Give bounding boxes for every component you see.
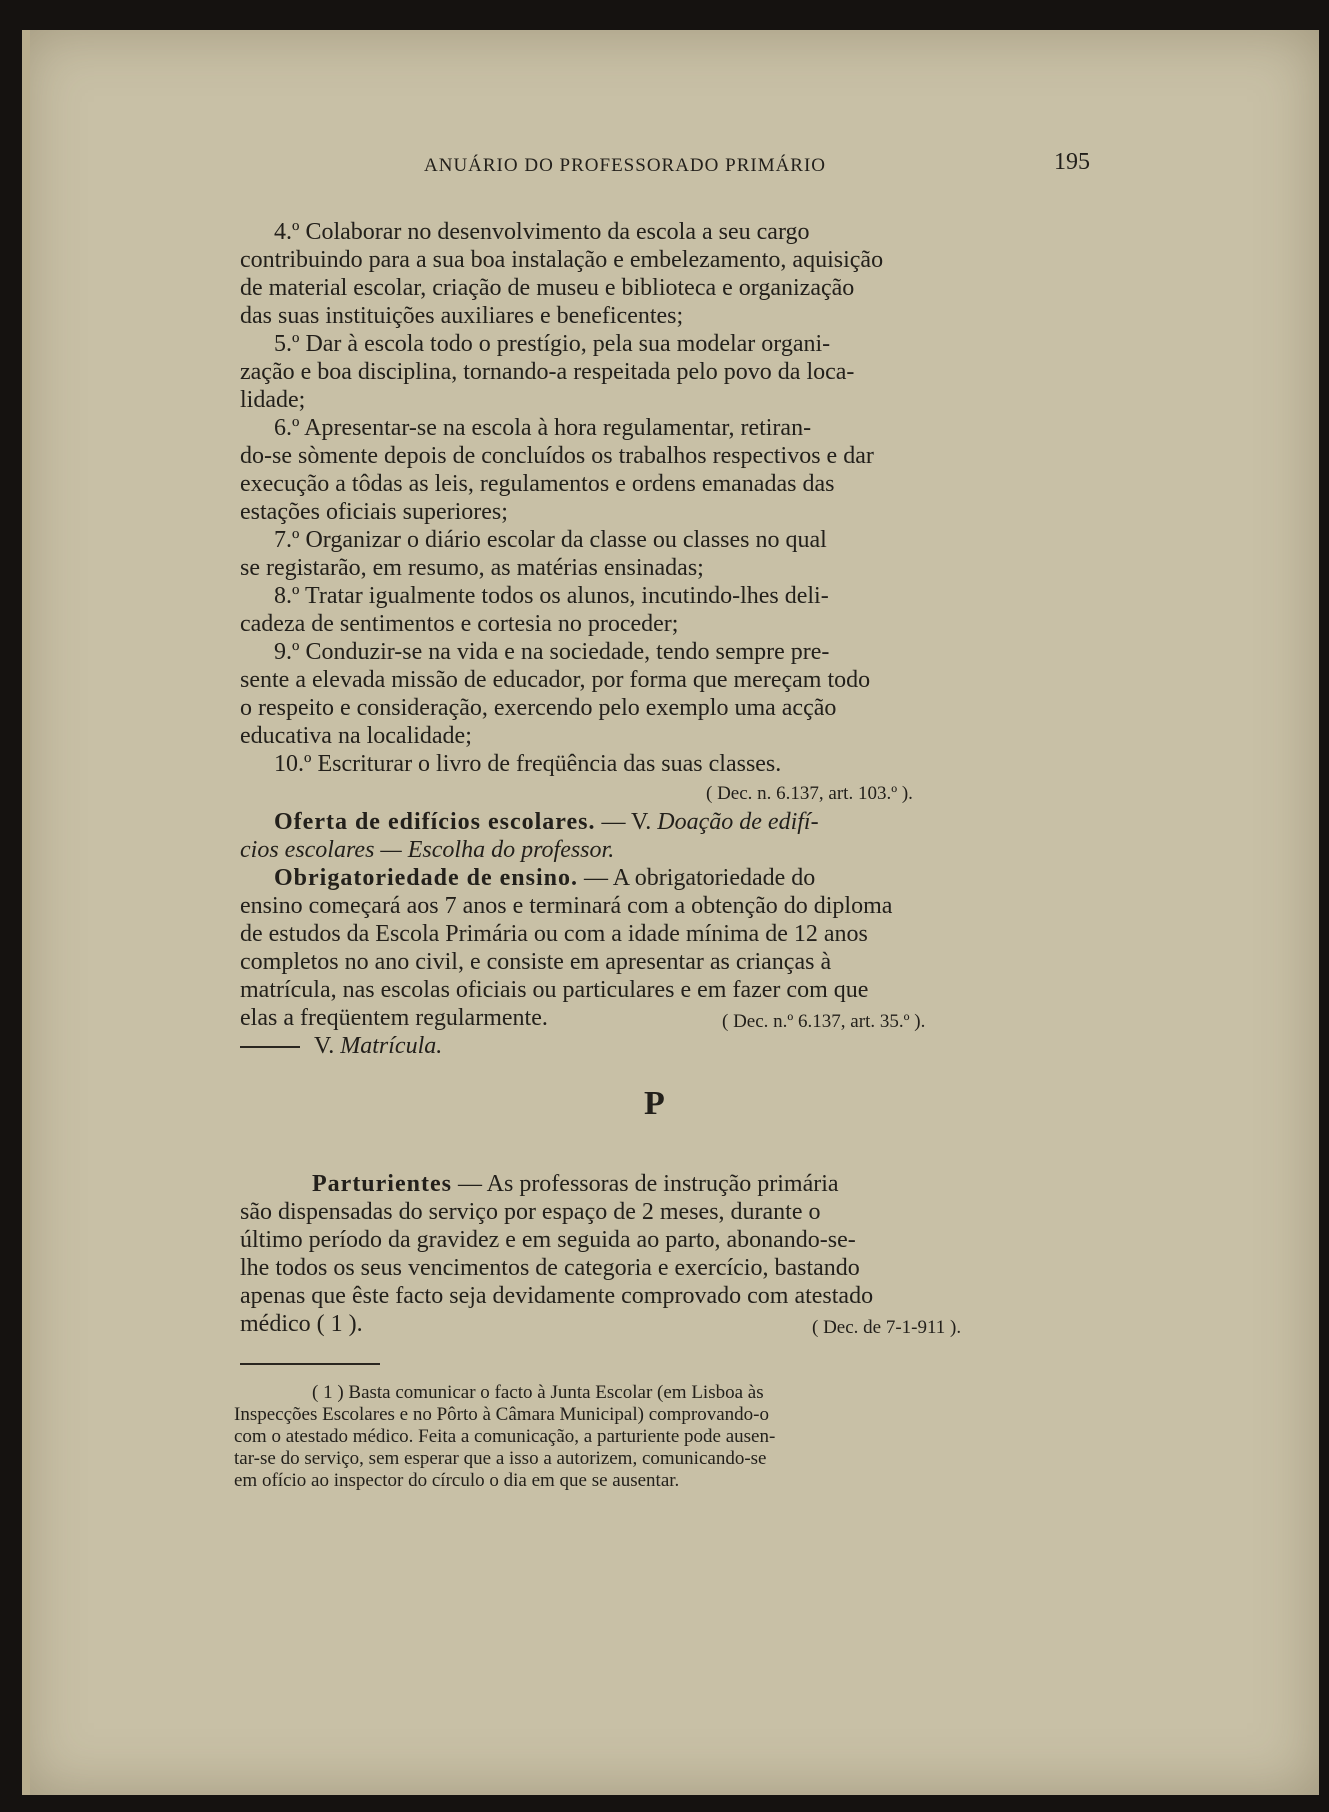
paragraph-line: execução a tôdas as leis, regulamentos e ordens emanadas das	[240, 471, 835, 497]
footnote-line: ( 1 ) Basta comunicar o facto à Junta Escolar (em Lisboa às	[312, 1382, 764, 1403]
paragraph-line: se registarão, em resumo, as matérias ensinadas;	[240, 555, 704, 581]
legal-reference: ( Dec. n. 6.137, art. 103.º ).	[706, 783, 913, 804]
paragraph-line: zação e boa disciplina, tornando-a respeitada pelo povo da loca-	[240, 359, 855, 385]
paragraph-line: 6.º Apresentar-se na escola à hora regulamentar, retiran-	[274, 415, 812, 441]
footnote-rule	[240, 1363, 380, 1365]
paragraph-line: de material escolar, criação de museu e biblioteca e organização	[240, 275, 855, 301]
footnote-line: com o atestado médico. Feita a comunicação, a parturiente pode ausen-	[234, 1426, 776, 1447]
section-letter: P	[644, 1085, 667, 1122]
footnote-line: Inspecções Escolares e no Pôrto à Câmara Municipal) comprovando-o	[234, 1404, 769, 1425]
paragraph-line: ensino começará aos 7 anos e terminará com a obtenção do diploma	[240, 893, 893, 919]
paragraph-line: sente a elevada missão de educador, por forma que mereçam todo	[240, 667, 871, 693]
paragraph-line: educativa na localidade;	[240, 723, 472, 749]
paragraph-line: 5.º Dar à escola todo o prestígio, pela sua modelar organi-	[274, 331, 831, 357]
paragraph-line: 9.º Conduzir-se na vida e na sociedade, tendo sempre pre-	[274, 639, 830, 665]
paragraph-line: de estudos da Escola Primária ou com a idade mínima de 12 anos	[240, 921, 868, 947]
paragraph-line: médico ( 1 ).	[240, 1311, 363, 1337]
paragraph-line: matrícula, nas escolas oficiais ou particulares e em fazer com que	[240, 977, 869, 1003]
paragraph-line: são dispensadas do serviço por espaço de 2 meses, durante o	[240, 1199, 821, 1225]
entry-obrigatoriedade: Obrigatoriedade de ensino. — A obrigatoriedade do	[274, 865, 816, 891]
paragraph-line: contribuindo para a sua boa instalação e embelezamento, aquisição	[240, 247, 884, 273]
paragraph-line: 4.º Colaborar no desenvolvimento da escola a seu cargo	[274, 219, 810, 245]
page-text	[22, 30, 1319, 1795]
paragraph-line: das suas instituições auxiliares e beneficentes;	[240, 303, 684, 329]
paragraph-line: cios escolares — Escolha do professor.	[240, 837, 615, 863]
footnote-line: em ofício ao inspector do círculo o dia em que se ausentar.	[234, 1470, 680, 1491]
paragraph-line: último período da gravidez e em seguida ao parto, abonando-se-	[240, 1227, 856, 1253]
book-page	[22, 30, 1319, 1795]
paragraph-line: completos no ano civil, e consiste em apresentar as crianças à	[240, 949, 832, 975]
paragraph-line: lidade;	[240, 387, 306, 413]
paragraph-line: o respeito e consideração, exercendo pelo exemplo uma acção	[240, 695, 837, 721]
running-title: ANUÁRIO DO PROFESSORADO PRIMÁRIO	[424, 155, 827, 176]
paragraph-line: do-se sòmente depois de concluídos os trabalhos respectivos e dar	[240, 443, 874, 469]
paragraph-line: elas a freqüentem regularmente.	[240, 1005, 548, 1031]
legal-reference: ( Dec. de 7-1-911 ).	[812, 1317, 962, 1338]
paragraph-line: lhe todos os seus vencimentos de categoria e exercício, bastando	[240, 1255, 860, 1281]
paragraph-line: 7.º Organizar o diário escolar da classe ou classes no qual	[274, 527, 827, 553]
entry-oferta: Oferta de edifícios escolares. — V. Doação de edifí-	[274, 809, 819, 835]
paragraph-line: cadeza de sentimentos e cortesia no proceder;	[240, 611, 679, 637]
entry-term: Oferta de edifícios escolares.	[274, 809, 596, 835]
paragraph-line: 10.º Escriturar o livro de freqüência das suas classes.	[274, 751, 782, 777]
footnote-line: tar-se do serviço, sem esperar que a isso a autorizem, comunicando-se	[234, 1448, 767, 1469]
paragraph-line: apenas que êste facto seja devidamente comprovado com atestado	[240, 1283, 874, 1309]
paragraph-line: estações oficiais superiores;	[240, 499, 508, 525]
entry-term: Parturientes	[312, 1171, 452, 1197]
cross-reference: V. Matrícula.	[240, 1032, 442, 1060]
em-dash-rule	[240, 1046, 300, 1048]
entry-term: Obrigatoriedade de ensino.	[274, 865, 579, 891]
paragraph-line: 8.º Tratar igualmente todos os alunos, incutindo-lhes deli-	[274, 583, 829, 609]
entry-parturientes: Parturientes — As professoras de instrução primária	[312, 1171, 839, 1197]
legal-reference: ( Dec. n.º 6.137, art. 35.º ).	[722, 1011, 926, 1032]
page-number: 195	[1054, 149, 1090, 175]
